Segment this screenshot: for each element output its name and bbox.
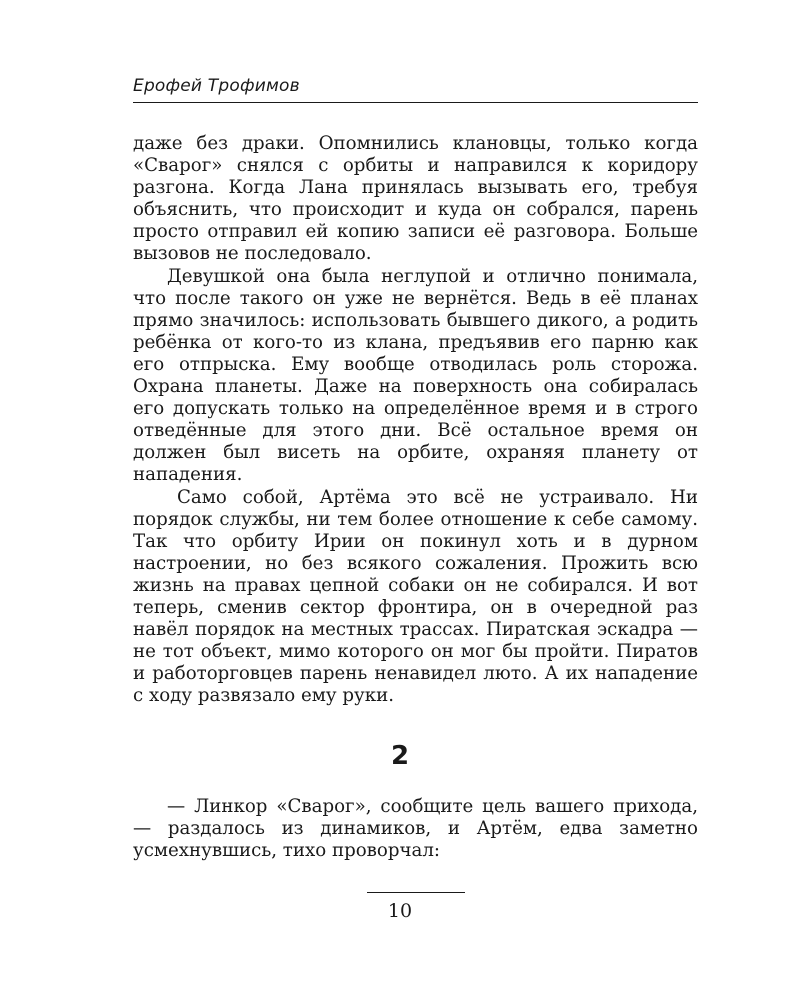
paragraph-1: даже без драки. Опомнились клановцы, только когда «Сварог» снялся с орбиты и направился к коридору разгона. Когда Лана принялась вызывать его, требуя объяснить, что происходит и куда он собрался, парень просто отправил ей копию записи её разговора. Больше вызовов не последовало. bbox=[133, 133, 698, 265]
page-number: 10 bbox=[387, 900, 413, 922]
chapter-number: 2 bbox=[390, 741, 410, 771]
main-text bbox=[133, 133, 698, 707]
paragraph-2: Девушкой она была неглупой и отлично понимала, что после такого он уже не вернётся. Ведь в её планах прямо значилось: использовать бывшего дикого, а родить ребёнка от кого-то из клана, предъявив его парню как его отпрыска. Ему вообще отводилась роль сторожа. Охрана планеты. Даже на поверхность она собиралась его допускать только на определённое время и в строго отведённые для этого дни. Всё остальное время он должен был висеть на орбите, охраняя планету от нападения. bbox=[133, 265, 698, 486]
chapter-paragraph-1: — Линкор «Сварог», сообщите цель вашего прихода, — раздалось из динамиков, и Артём, едва заметно усмехнувшись, тихо проворчал: bbox=[133, 796, 698, 862]
chapter-text bbox=[133, 796, 698, 862]
footer-rule bbox=[367, 892, 465, 893]
header-rule bbox=[133, 102, 698, 103]
paragraph-3: Само собой, Артёма это всё не устраивало. Ни порядок службы, ни тем более отношение к себе самому. Так что орбиту Ирии он покинул хоть и в дурном настроении, но без всякого сожаления. Прожить всю жизнь на правах цепной собаки он не собирался. И вот теперь, сменив сектор фронтира, он в очередной раз навёл порядок на местных трассах. Пиратская эскадра — не тот объект, мимо которого он мог бы пройти. Пиратов и работорговцев парень ненавидел люто. А их нападение с ходу развязало ему руки. bbox=[133, 486, 698, 707]
running-head-author: Ерофей Трофимов bbox=[133, 76, 300, 96]
